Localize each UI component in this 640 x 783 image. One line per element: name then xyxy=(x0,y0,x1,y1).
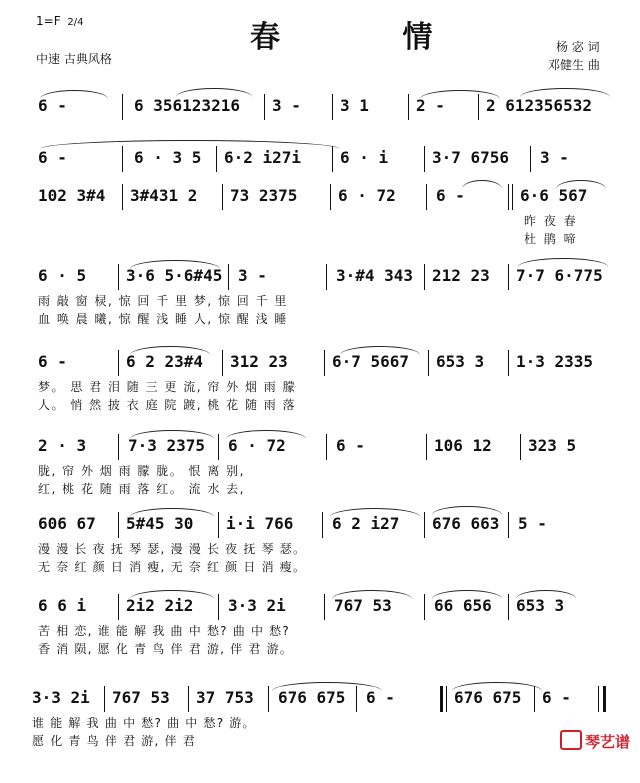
measure: 2 - xyxy=(416,96,445,115)
lyric-verse-2: 香 消 陨, 愿 化 青 鸟 伴 君 游, 伴 君 游。 xyxy=(38,642,294,656)
key-signature: 1=F 2/4 xyxy=(36,14,84,28)
measure: 1·3 2335 xyxy=(516,352,594,371)
measure: 6 - xyxy=(38,352,67,371)
lyric-verse-2: 人。 悄 然 披 衣 庭 院 踱, 桃 花 随 雨 落 xyxy=(38,398,297,412)
measure: 212 23 xyxy=(432,266,490,285)
lyric-verse-1: 谁 能 解 我 曲 中 愁? 曲 中 愁? 游。 xyxy=(32,716,256,730)
measure: 3 - xyxy=(272,96,301,115)
measure: 6 - xyxy=(38,148,67,167)
score-row-8 xyxy=(0,596,640,691)
measure: 6 - xyxy=(542,688,571,707)
measure: 6 · 72 xyxy=(228,436,286,455)
measure: 2 612356532 xyxy=(486,96,592,115)
lyricist-credit: 杨 宓 词 xyxy=(556,40,600,54)
measure: 6·7 5667 xyxy=(332,352,410,371)
measure: 6 - xyxy=(336,436,365,455)
composer-credit: 邓健生 曲 xyxy=(548,58,600,72)
measure: 5 - xyxy=(518,514,547,533)
lyric-verse-2: 红, 桃 花 随 雨 落 红。 流 水 去, xyxy=(38,482,245,496)
measure: 6 · i xyxy=(340,148,389,167)
lyric-verse-1: 胧, 帘 外 烟 雨 朦 胧。 恨 离 别, xyxy=(38,464,245,478)
measure: 653 3 xyxy=(436,352,485,371)
lyric-verse-1: 昨 夜 春 xyxy=(524,214,578,228)
measure: 653 3 xyxy=(516,596,565,615)
measure: 3·3 2i xyxy=(228,596,286,615)
logo-text: 琴艺谱 xyxy=(585,733,631,751)
measure: 6 - xyxy=(366,688,395,707)
lyric-verse-2: 无 奈 红 颜 日 消 瘦, 无 奈 红 颜 日 消 瘦。 xyxy=(38,560,307,574)
measure: 3 1 xyxy=(340,96,369,115)
measure: 7·7 6·775 xyxy=(516,266,603,285)
measure: 6 6 i xyxy=(38,596,87,615)
measure: 3·3 2i xyxy=(32,688,90,707)
measure: 2i2 2i2 xyxy=(126,596,194,615)
tempo-marking: 中速 古典风格 xyxy=(36,52,112,66)
logo-icon xyxy=(560,730,582,750)
measure: 606 67 xyxy=(38,514,96,533)
measure: 66 656 xyxy=(434,596,492,615)
measure: 3·#4 343 xyxy=(336,266,414,285)
measure: 767 53 xyxy=(112,688,170,707)
measure: 6 · 3 5 xyxy=(134,148,202,167)
lyric-verse-1: 苦 相 恋, 谁 能 解 我 曲 中 愁? 曲 中 愁? xyxy=(38,624,290,638)
measure: 6 2 23#4 xyxy=(126,352,204,371)
measure: 3 - xyxy=(238,266,267,285)
measure: 676 675 xyxy=(454,688,522,707)
measure: 676 675 xyxy=(278,688,346,707)
lyric-verse-2: 血 唤 晨 曦, 惊 醒 浅 睡 人, 惊 醒 浅 睡 xyxy=(38,312,288,326)
measure: 3·6 5·6#45 xyxy=(126,266,223,285)
measure: 2 · 3 xyxy=(38,436,87,455)
score-row-9 xyxy=(0,688,640,783)
measure: 6 · 5 xyxy=(38,266,87,285)
lyric-verse-2: 杜 鹃 啼 xyxy=(524,232,578,246)
lyric-verse-1: 梦。 思 君 泪 随 三 更 流, 帘 外 烟 雨 朦 xyxy=(38,380,297,394)
measure: 106 12 xyxy=(434,436,492,455)
measure: 6·6 567 xyxy=(520,186,588,205)
measure: 3 - xyxy=(540,148,569,167)
lyric-verse-2: 愿 化 青 鸟 伴 君 游, 伴 君 xyxy=(32,734,196,748)
score-row-4 xyxy=(0,266,640,361)
measure: 5#45 30 xyxy=(126,514,194,533)
measure: 37 753 xyxy=(196,688,254,707)
measure: 3#431 2 xyxy=(130,186,198,205)
measure: 73 2375 xyxy=(230,186,298,205)
measure: 6 2 i27 xyxy=(332,514,400,533)
measure: 676 663 xyxy=(432,514,500,533)
measure: 323 5 xyxy=(528,436,577,455)
measure: 6 356123216 xyxy=(134,96,240,115)
lyric-verse-1: 漫 漫 长 夜 抚 琴 瑟, 漫 漫 长 夜 抚 琴 瑟。 xyxy=(38,542,307,556)
measure: 3·7 6756 xyxy=(432,148,510,167)
measure: 6 · 72 xyxy=(338,186,396,205)
measure: 6 - xyxy=(436,186,465,205)
site-logo xyxy=(560,730,630,752)
score-row-5 xyxy=(0,352,640,447)
measure: 312 23 xyxy=(230,352,288,371)
time-signature: 2/4 xyxy=(67,17,84,28)
measure: 767 53 xyxy=(334,596,392,615)
measure: 7·3 2375 xyxy=(128,436,206,455)
measure: i·i 766 xyxy=(226,514,294,533)
measure: 102 3#4 xyxy=(38,186,106,205)
lyric-verse-1: 雨 敲 窗 棂, 惊 回 千 里 梦, 惊 回 千 里 xyxy=(38,294,288,308)
measure: 6·2 i27i xyxy=(224,148,302,167)
measure: 6 - xyxy=(38,96,67,115)
page-title: 春 情 xyxy=(250,20,489,55)
